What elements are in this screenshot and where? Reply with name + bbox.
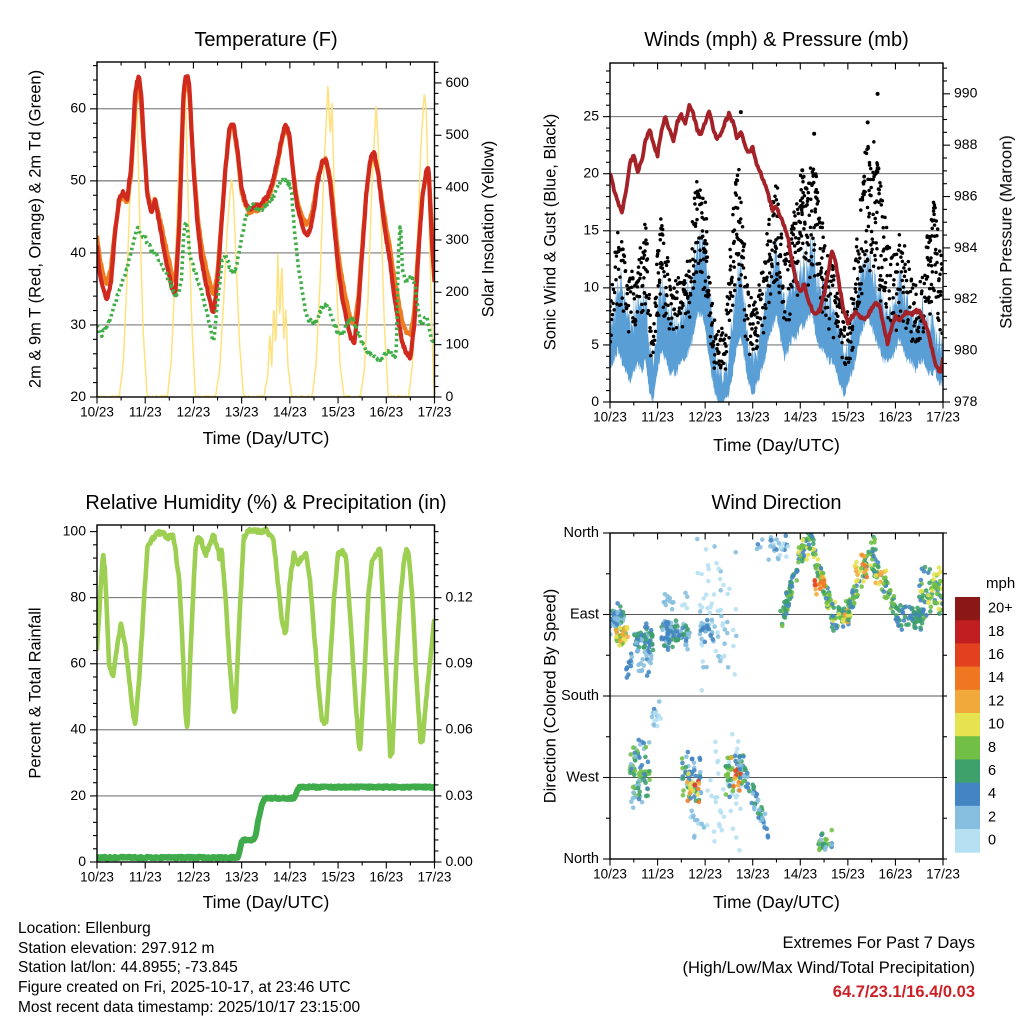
station-info-latlon: Station lat/lon: 44.8955; -73.845 xyxy=(18,959,238,977)
x-axis-label-temperature: Time (Day/UTC) xyxy=(202,428,330,448)
x-axis-label-humidity: Time (Day/UTC) xyxy=(202,892,330,912)
y-axis-label-solar-insolation: Solar Insolation (Yellow) xyxy=(479,140,498,318)
y-axis-label-station-pressure: Station Pressure (Maroon) xyxy=(997,135,1016,329)
x-axis-label-wind-direction: Time (Day/UTC) xyxy=(713,892,840,912)
panel-title-wind-direction: Wind Direction xyxy=(711,492,842,514)
station-info-location: Location: Ellenburg xyxy=(18,920,151,937)
extremes-summary xyxy=(682,931,975,1005)
y-axis-label-temperature: 2m & 9m T (Red, Orange) & 2m Td (Green) xyxy=(26,69,45,389)
extremes-values: 64.7/23.1/16.4/0.03 xyxy=(832,983,975,1002)
station-info-created: Figure created on Fri, 2025-10-17, at 23:46 UTC xyxy=(18,979,351,997)
y-axis-label-direction: Direction (Colored By Speed) xyxy=(541,588,560,804)
station-info-elevation: Station elevation: 297.912 m xyxy=(18,939,215,957)
panel-title-humidity-precip: Relative Humidity (%) & Precipitation (in) xyxy=(85,492,447,514)
station-info-timestamp: Most recent data timestamp: 2025/10/17 23:15:00 xyxy=(18,998,361,1016)
y-axis-label-percent-rainfall: Percent & Total Rainfall xyxy=(26,607,45,779)
extremes-title: Extremes For Past 7 Days xyxy=(782,934,975,952)
x-axis-label-winds: Time (Day/UTC) xyxy=(713,435,840,455)
panel-title-winds-pressure: Winds (mph) & Pressure (mb) xyxy=(644,29,909,51)
extremes-subtitle: (High/Low/Max Wind/Total Precipitation) xyxy=(682,958,975,977)
station-info xyxy=(18,919,360,1018)
panel-title-temperature: Temperature (F) xyxy=(194,29,338,51)
y-axis-label-wind-gust: Sonic Wind & Gust (Blue, Black) xyxy=(541,113,560,351)
